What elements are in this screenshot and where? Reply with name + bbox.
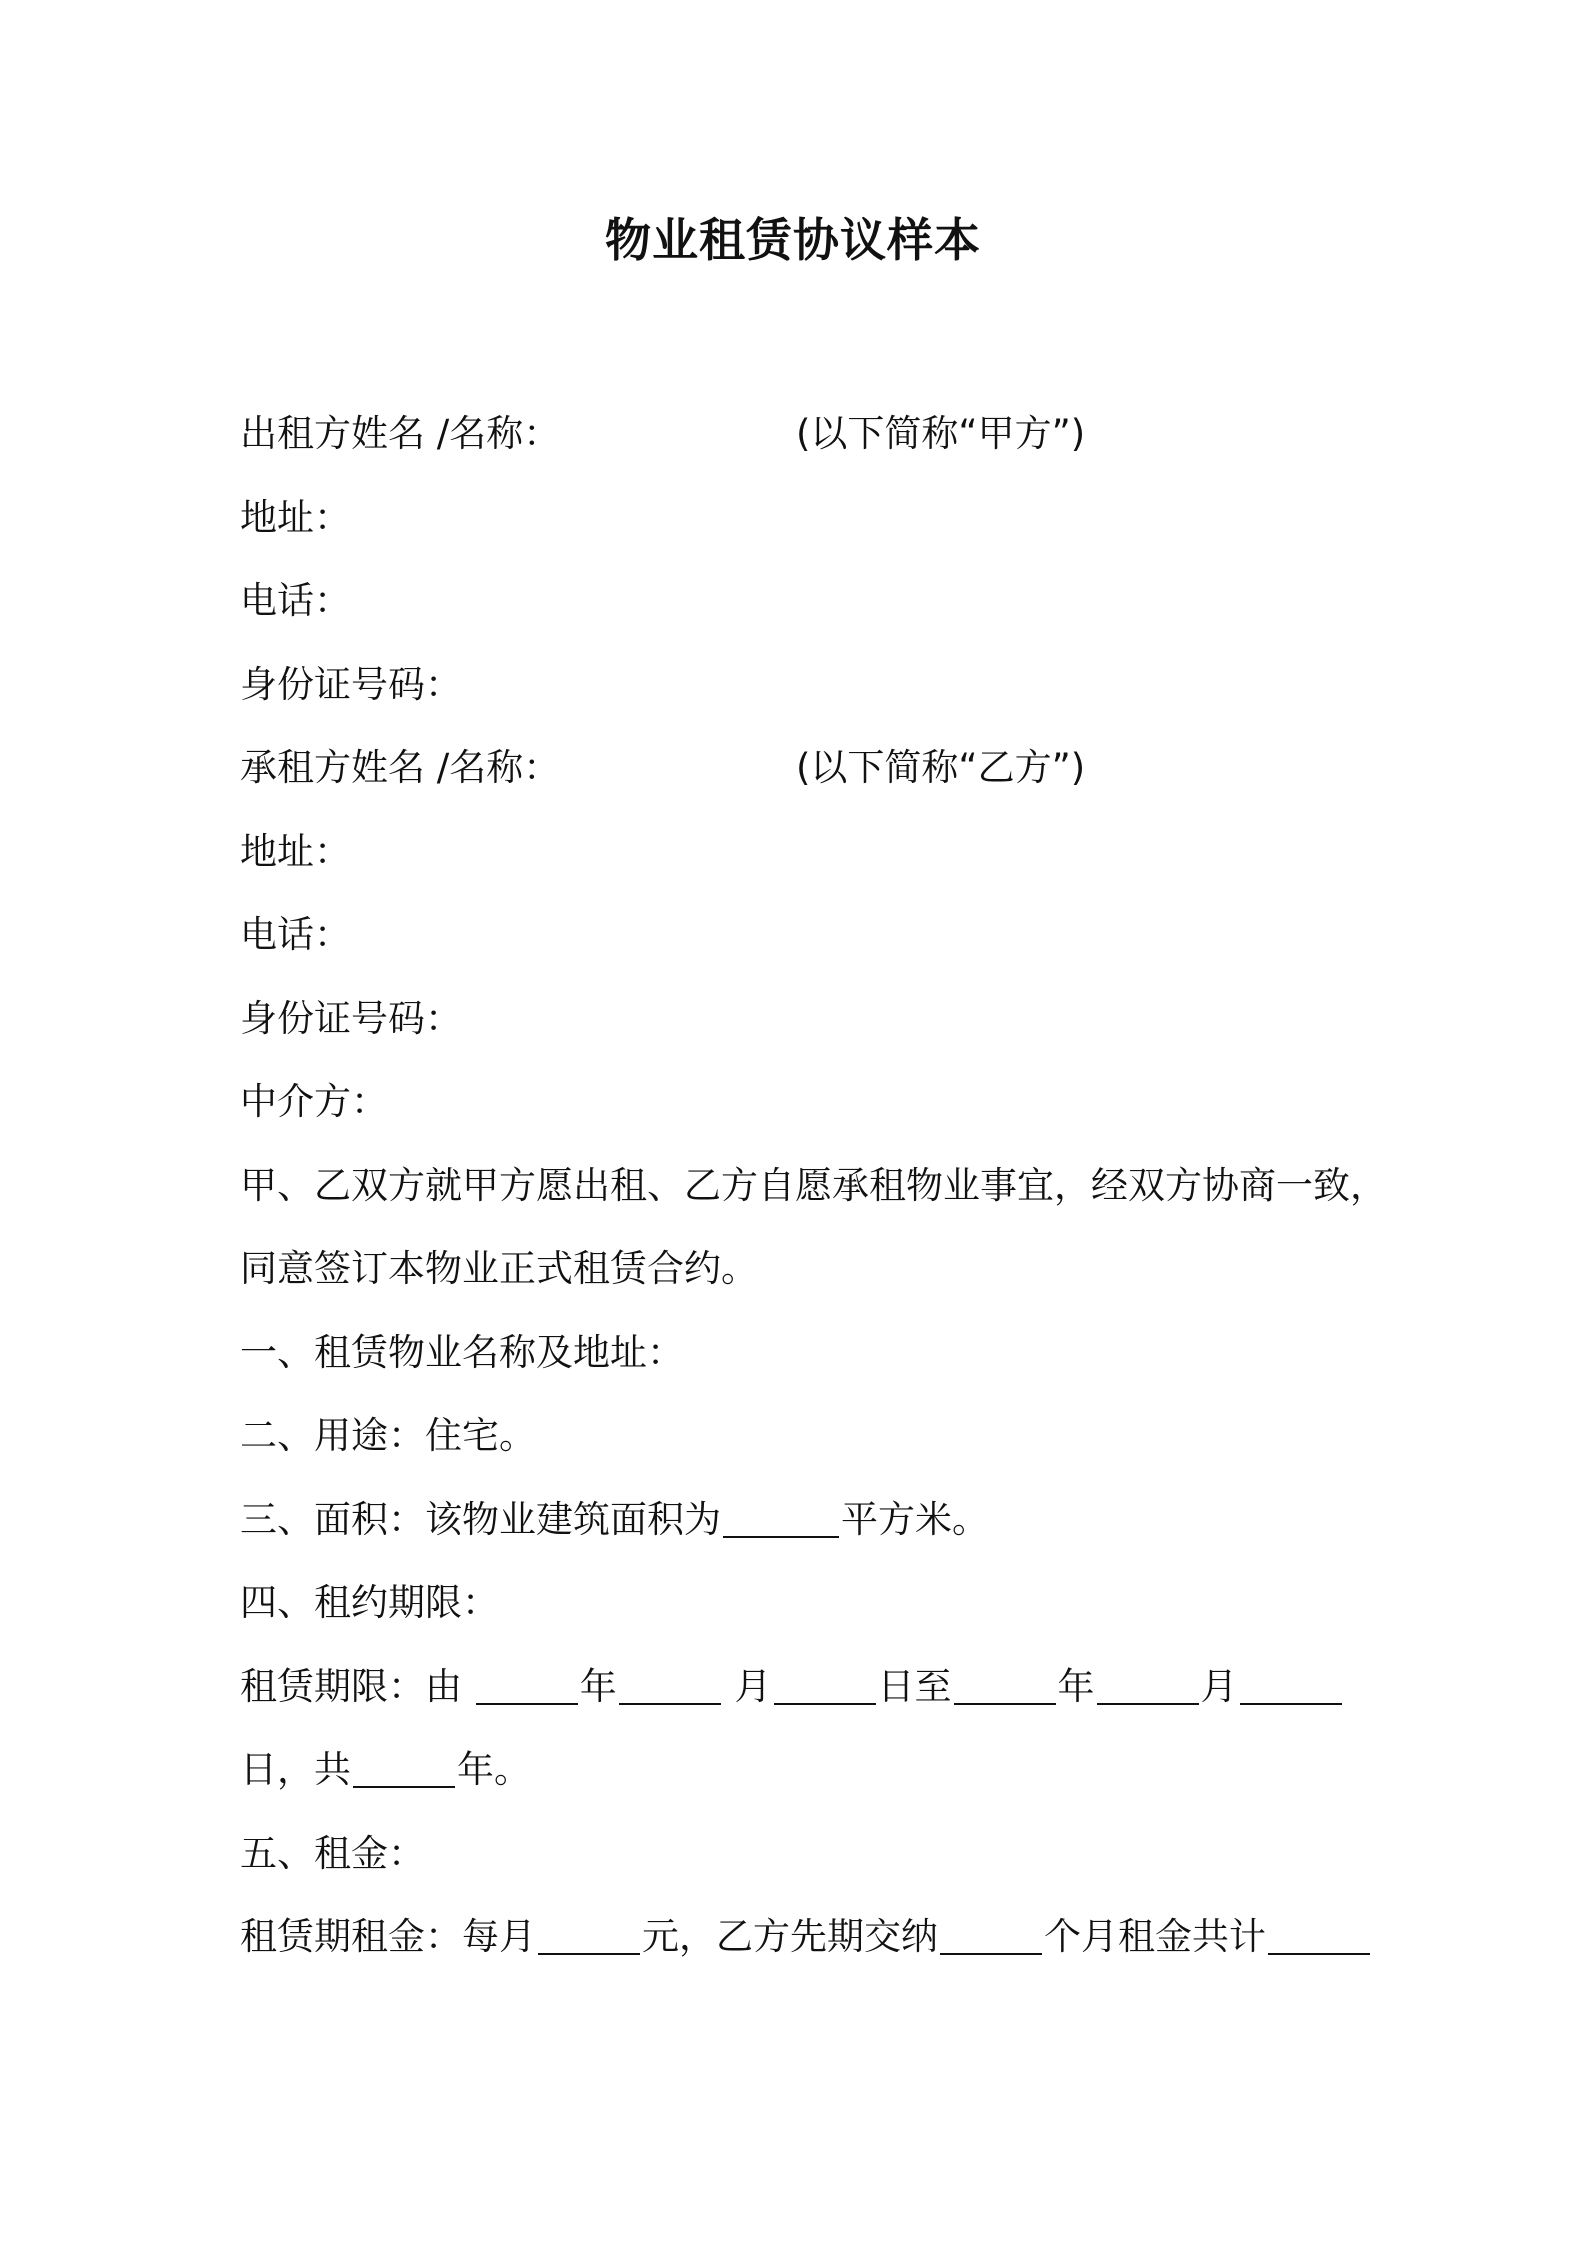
start-day-blank [774, 1663, 876, 1705]
lessor-name-label: 出租方姓名 /名称： [240, 412, 561, 455]
lessor-phone-line: 电话： [240, 579, 351, 622]
end-year-blank [954, 1663, 1056, 1705]
section-4-heading: 四、租约期限： [240, 1581, 499, 1624]
end-month-blank [1097, 1663, 1199, 1705]
term-month-1: 月 [722, 1664, 772, 1708]
document-body [240, 404, 1387, 1991]
rent-label: 租赁期租金：每月 [240, 1915, 536, 1958]
lessee-id-line: 身份证号码： [240, 996, 462, 1040]
section-2-heading: 二、用途：住宅。 [240, 1414, 536, 1457]
rent-line [240, 1907, 1350, 1991]
intro-line-1: 甲、乙双方就甲方愿出租、乙方自愿承租物业事宜，经双方协商一致， [240, 1163, 1387, 1207]
lessee-alias: (以下简称“乙方”) [796, 746, 1086, 789]
start-year-blank [476, 1663, 578, 1705]
total-years-blank [353, 1746, 455, 1788]
lessee-address-line: 地址： [240, 829, 351, 873]
term-label: 租赁期限：由 [240, 1664, 474, 1708]
document-title: 物业租赁协议样本 [605, 213, 981, 267]
total-rent-blank [1268, 1913, 1370, 1955]
lessee-phone-line: 电话： [240, 913, 351, 956]
rent-months-total: 个月租金共计 [1044, 1915, 1266, 1958]
lessor-id-line: 身份证号码： [240, 662, 462, 706]
section-3-suffix: 平方米。 [841, 1497, 989, 1541]
term-day-comma: 日，共 [240, 1748, 351, 1791]
section-3-line [240, 1490, 1350, 1574]
term-month-2: 月 [1200, 1664, 1238, 1708]
monthly-rent-blank [538, 1913, 640, 1955]
intro-line-2: 同意签订本物业正式租赁合约。 [240, 1247, 758, 1290]
lessor-name-line [240, 404, 1350, 488]
start-month-blank [619, 1663, 721, 1705]
term-line-2 [240, 1740, 1350, 1824]
term-year-end: 年。 [457, 1748, 531, 1791]
lessee-name-label: 承租方姓名 /名称： [240, 746, 561, 789]
lessor-alias: (以下简称“甲方”) [796, 412, 1086, 455]
section-1-heading: 一、租赁物业名称及地址： [240, 1330, 684, 1374]
lessor-address-line: 地址： [240, 495, 351, 539]
term-year-1: 年 [579, 1664, 617, 1708]
rent-yuan: 元，乙方先期交纳 [642, 1915, 938, 1958]
term-year-2: 年 [1057, 1664, 1095, 1708]
area-blank [723, 1496, 839, 1538]
section-5-heading: 五、租金： [240, 1831, 425, 1875]
section-3-prefix: 三、面积：该物业建筑面积为 [240, 1497, 721, 1541]
prepaid-months-blank [940, 1913, 1042, 1955]
term-day-to: 日至 [877, 1664, 952, 1708]
lessee-name-line [240, 738, 1350, 822]
term-line [240, 1657, 1350, 1741]
agent-line: 中介方： [240, 1080, 388, 1123]
end-day-blank [1240, 1663, 1342, 1705]
